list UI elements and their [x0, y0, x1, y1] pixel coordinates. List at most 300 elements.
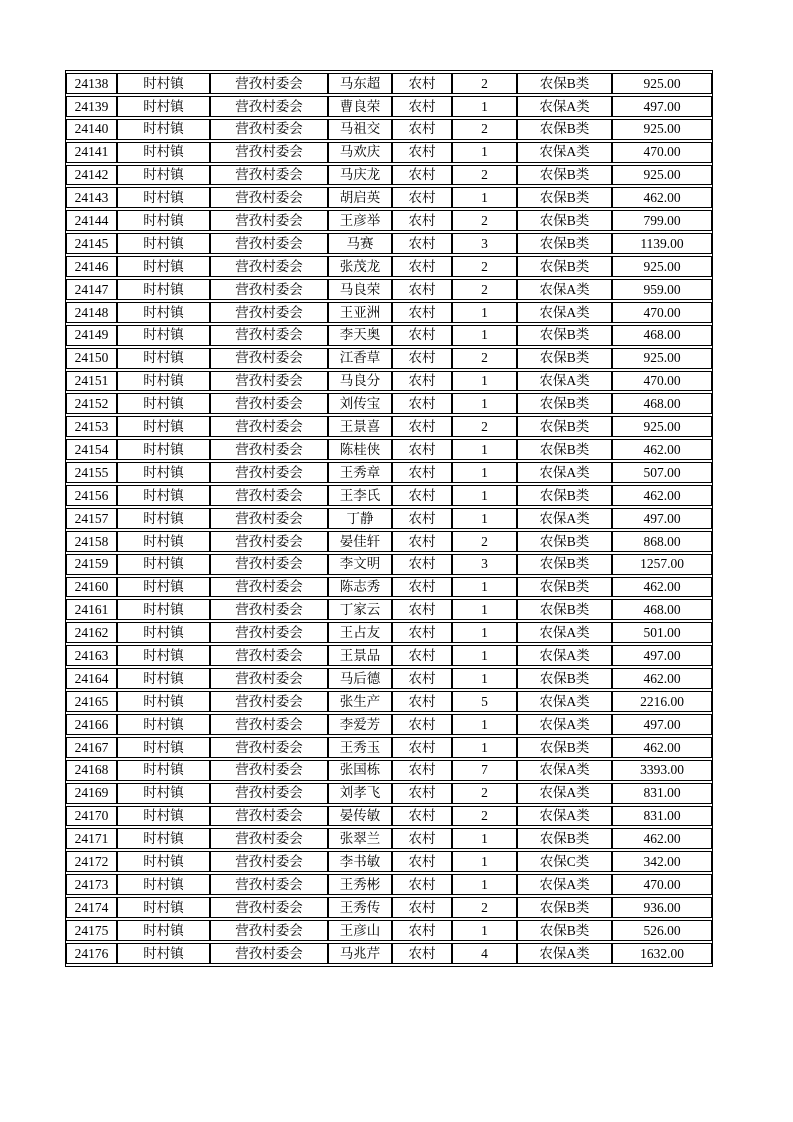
cell-record-id: 24150	[66, 348, 117, 369]
cell-town: 时村镇	[117, 302, 210, 323]
cell-residence-type: 农村	[392, 874, 452, 895]
cell-town: 时村镇	[117, 828, 210, 849]
cell-person-name: 王亚洲	[328, 302, 392, 323]
cell-person-name: 王秀玉	[328, 737, 392, 758]
cell-record-id: 24141	[66, 142, 117, 163]
cell-person-name: 王彦举	[328, 210, 392, 231]
cell-residence-type: 农村	[392, 73, 452, 94]
table-row	[66, 439, 712, 460]
cell-amount: 470.00	[612, 874, 712, 895]
cell-record-id: 24157	[66, 508, 117, 529]
cell-person-name: 李天奥	[328, 325, 392, 346]
cell-residence-type: 农村	[392, 622, 452, 643]
cell-record-id: 24172	[66, 851, 117, 872]
cell-insurance-category: 农保A类	[517, 142, 612, 163]
cell-insurance-category: 农保A类	[517, 462, 612, 483]
cell-record-id: 24161	[66, 599, 117, 620]
cell-town: 时村镇	[117, 920, 210, 941]
table-row	[66, 714, 712, 735]
cell-residence-type: 农村	[392, 599, 452, 620]
cell-village: 营孜村委会	[210, 142, 328, 163]
cell-person-count: 1	[452, 828, 517, 849]
cell-record-id: 24169	[66, 783, 117, 804]
cell-village: 营孜村委会	[210, 256, 328, 277]
cell-record-id: 24167	[66, 737, 117, 758]
cell-person-name: 胡启英	[328, 187, 392, 208]
table-row	[66, 874, 712, 895]
cell-person-count: 1	[452, 485, 517, 506]
cell-insurance-category: 农保C类	[517, 851, 612, 872]
cell-person-count: 7	[452, 760, 517, 781]
cell-record-id: 24170	[66, 806, 117, 827]
cell-residence-type: 农村	[392, 187, 452, 208]
cell-person-count: 1	[452, 714, 517, 735]
cell-village: 营孜村委会	[210, 599, 328, 620]
cell-person-name: 李书敏	[328, 851, 392, 872]
cell-town: 时村镇	[117, 142, 210, 163]
cell-person-name: 张国栋	[328, 760, 392, 781]
cell-town: 时村镇	[117, 897, 210, 918]
cell-person-name: 李爱芳	[328, 714, 392, 735]
table-row	[66, 96, 712, 117]
cell-village: 营孜村委会	[210, 622, 328, 643]
cell-insurance-category: 农保B类	[517, 210, 612, 231]
cell-amount: 497.00	[612, 508, 712, 529]
cell-person-count: 3	[452, 233, 517, 254]
cell-amount: 925.00	[612, 348, 712, 369]
table-row	[66, 622, 712, 643]
cell-village: 营孜村委会	[210, 462, 328, 483]
cell-town: 时村镇	[117, 210, 210, 231]
table-row	[66, 691, 712, 712]
cell-amount: 497.00	[612, 96, 712, 117]
table-row	[66, 760, 712, 781]
cell-residence-type: 农村	[392, 645, 452, 666]
cell-amount: 462.00	[612, 668, 712, 689]
cell-person-name: 马赛	[328, 233, 392, 254]
records-table	[65, 70, 713, 967]
cell-record-id: 24147	[66, 279, 117, 300]
cell-town: 时村镇	[117, 371, 210, 392]
cell-town: 时村镇	[117, 783, 210, 804]
table-row	[66, 73, 712, 94]
cell-person-count: 2	[452, 897, 517, 918]
cell-amount: 831.00	[612, 783, 712, 804]
cell-record-id: 24174	[66, 897, 117, 918]
cell-village: 营孜村委会	[210, 531, 328, 552]
cell-insurance-category: 农保B类	[517, 393, 612, 414]
cell-residence-type: 农村	[392, 554, 452, 575]
cell-person-name: 张生产	[328, 691, 392, 712]
cell-person-name: 刘孝飞	[328, 783, 392, 804]
table-row	[66, 142, 712, 163]
cell-amount: 468.00	[612, 393, 712, 414]
cell-village: 营孜村委会	[210, 577, 328, 598]
cell-town: 时村镇	[117, 279, 210, 300]
cell-record-id: 24162	[66, 622, 117, 643]
cell-village: 营孜村委会	[210, 371, 328, 392]
cell-residence-type: 农村	[392, 577, 452, 598]
cell-amount: 936.00	[612, 897, 712, 918]
cell-person-name: 丁家云	[328, 599, 392, 620]
cell-town: 时村镇	[117, 96, 210, 117]
cell-residence-type: 农村	[392, 279, 452, 300]
cell-village: 营孜村委会	[210, 737, 328, 758]
cell-town: 时村镇	[117, 691, 210, 712]
cell-insurance-category: 农保A类	[517, 806, 612, 827]
cell-village: 营孜村委会	[210, 187, 328, 208]
cell-insurance-category: 农保B类	[517, 119, 612, 140]
cell-insurance-category: 农保B类	[517, 668, 612, 689]
cell-town: 时村镇	[117, 508, 210, 529]
cell-insurance-category: 农保B类	[517, 187, 612, 208]
cell-person-name: 马欢庆	[328, 142, 392, 163]
cell-residence-type: 农村	[392, 714, 452, 735]
cell-insurance-category: 农保B类	[517, 256, 612, 277]
cell-residence-type: 农村	[392, 348, 452, 369]
cell-town: 时村镇	[117, 737, 210, 758]
cell-amount: 342.00	[612, 851, 712, 872]
cell-residence-type: 农村	[392, 165, 452, 186]
cell-town: 时村镇	[117, 599, 210, 620]
cell-residence-type: 农村	[392, 806, 452, 827]
cell-insurance-category: 农保A类	[517, 943, 612, 964]
cell-residence-type: 农村	[392, 371, 452, 392]
cell-town: 时村镇	[117, 806, 210, 827]
cell-insurance-category: 农保B类	[517, 828, 612, 849]
cell-person-name: 马庆龙	[328, 165, 392, 186]
cell-town: 时村镇	[117, 187, 210, 208]
cell-person-count: 1	[452, 393, 517, 414]
cell-person-name: 曹良荣	[328, 96, 392, 117]
cell-record-id: 24155	[66, 462, 117, 483]
cell-person-count: 1	[452, 439, 517, 460]
cell-insurance-category: 农保B类	[517, 165, 612, 186]
cell-village: 营孜村委会	[210, 233, 328, 254]
cell-amount: 799.00	[612, 210, 712, 231]
cell-residence-type: 农村	[392, 233, 452, 254]
cell-town: 时村镇	[117, 645, 210, 666]
cell-residence-type: 农村	[392, 920, 452, 941]
cell-record-id: 24164	[66, 668, 117, 689]
cell-insurance-category: 农保B类	[517, 577, 612, 598]
cell-person-count: 1	[452, 668, 517, 689]
cell-town: 时村镇	[117, 325, 210, 346]
cell-residence-type: 农村	[392, 119, 452, 140]
cell-village: 营孜村委会	[210, 439, 328, 460]
cell-amount: 470.00	[612, 371, 712, 392]
cell-amount: 1632.00	[612, 943, 712, 964]
cell-town: 时村镇	[117, 416, 210, 437]
cell-insurance-category: 农保B类	[517, 599, 612, 620]
cell-insurance-category: 农保B类	[517, 416, 612, 437]
cell-residence-type: 农村	[392, 737, 452, 758]
cell-residence-type: 农村	[392, 508, 452, 529]
table-row	[66, 233, 712, 254]
cell-village: 营孜村委会	[210, 348, 328, 369]
cell-village: 营孜村委会	[210, 119, 328, 140]
cell-residence-type: 农村	[392, 302, 452, 323]
cell-person-count: 2	[452, 210, 517, 231]
cell-insurance-category: 农保A类	[517, 622, 612, 643]
cell-residence-type: 农村	[392, 462, 452, 483]
cell-record-id: 24159	[66, 554, 117, 575]
cell-record-id: 24142	[66, 165, 117, 186]
cell-amount: 468.00	[612, 599, 712, 620]
cell-amount: 468.00	[612, 325, 712, 346]
cell-record-id: 24158	[66, 531, 117, 552]
cell-record-id: 24166	[66, 714, 117, 735]
cell-amount: 501.00	[612, 622, 712, 643]
cell-residence-type: 农村	[392, 531, 452, 552]
cell-person-count: 3	[452, 554, 517, 575]
cell-record-id: 24171	[66, 828, 117, 849]
cell-village: 营孜村委会	[210, 668, 328, 689]
cell-record-id: 24168	[66, 760, 117, 781]
table-row	[66, 508, 712, 529]
cell-town: 时村镇	[117, 943, 210, 964]
cell-insurance-category: 农保A类	[517, 279, 612, 300]
cell-town: 时村镇	[117, 233, 210, 254]
cell-residence-type: 农村	[392, 485, 452, 506]
cell-record-id: 24152	[66, 393, 117, 414]
cell-insurance-category: 农保A类	[517, 302, 612, 323]
cell-amount: 462.00	[612, 737, 712, 758]
cell-residence-type: 农村	[392, 897, 452, 918]
cell-village: 营孜村委会	[210, 325, 328, 346]
cell-town: 时村镇	[117, 165, 210, 186]
cell-village: 营孜村委会	[210, 851, 328, 872]
table-row	[66, 485, 712, 506]
cell-amount: 507.00	[612, 462, 712, 483]
cell-insurance-category: 农保A类	[517, 371, 612, 392]
cell-residence-type: 农村	[392, 142, 452, 163]
cell-village: 营孜村委会	[210, 508, 328, 529]
table-row	[66, 737, 712, 758]
cell-amount: 925.00	[612, 119, 712, 140]
cell-amount: 868.00	[612, 531, 712, 552]
cell-amount: 497.00	[612, 714, 712, 735]
cell-insurance-category: 农保A类	[517, 96, 612, 117]
cell-person-count: 1	[452, 737, 517, 758]
cell-village: 营孜村委会	[210, 920, 328, 941]
cell-record-id: 24156	[66, 485, 117, 506]
cell-amount: 526.00	[612, 920, 712, 941]
cell-town: 时村镇	[117, 577, 210, 598]
cell-village: 营孜村委会	[210, 897, 328, 918]
cell-residence-type: 农村	[392, 668, 452, 689]
cell-insurance-category: 农保A类	[517, 783, 612, 804]
table-row	[66, 599, 712, 620]
cell-person-count: 2	[452, 165, 517, 186]
table-row	[66, 256, 712, 277]
cell-village: 营孜村委会	[210, 96, 328, 117]
cell-town: 时村镇	[117, 851, 210, 872]
cell-village: 营孜村委会	[210, 393, 328, 414]
cell-person-name: 陈志秀	[328, 577, 392, 598]
cell-person-count: 5	[452, 691, 517, 712]
table-row	[66, 325, 712, 346]
cell-town: 时村镇	[117, 874, 210, 895]
cell-amount: 462.00	[612, 828, 712, 849]
cell-insurance-category: 农保B类	[517, 531, 612, 552]
cell-person-count: 2	[452, 256, 517, 277]
cell-record-id: 24145	[66, 233, 117, 254]
cell-insurance-category: 农保B类	[517, 554, 612, 575]
cell-insurance-category: 农保A类	[517, 508, 612, 529]
cell-record-id: 24138	[66, 73, 117, 94]
cell-person-count: 1	[452, 577, 517, 598]
cell-person-name: 马兆芹	[328, 943, 392, 964]
cell-person-name: 王秀传	[328, 897, 392, 918]
cell-record-id: 24165	[66, 691, 117, 712]
cell-person-name: 马后德	[328, 668, 392, 689]
table-row	[66, 645, 712, 666]
cell-person-name: 王占友	[328, 622, 392, 643]
cell-person-name: 刘传宝	[328, 393, 392, 414]
cell-residence-type: 农村	[392, 943, 452, 964]
cell-town: 时村镇	[117, 348, 210, 369]
cell-residence-type: 农村	[392, 393, 452, 414]
cell-amount: 462.00	[612, 187, 712, 208]
table-row	[66, 783, 712, 804]
cell-person-name: 江香草	[328, 348, 392, 369]
cell-person-count: 2	[452, 119, 517, 140]
cell-record-id: 24144	[66, 210, 117, 231]
cell-residence-type: 农村	[392, 691, 452, 712]
table-row	[66, 279, 712, 300]
cell-town: 时村镇	[117, 531, 210, 552]
cell-person-name: 王景品	[328, 645, 392, 666]
cell-amount: 462.00	[612, 577, 712, 598]
table-row	[66, 165, 712, 186]
cell-amount: 2216.00	[612, 691, 712, 712]
cell-record-id: 24160	[66, 577, 117, 598]
cell-person-name: 李文明	[328, 554, 392, 575]
cell-village: 营孜村委会	[210, 302, 328, 323]
cell-insurance-category: 农保A类	[517, 691, 612, 712]
cell-person-name: 王景喜	[328, 416, 392, 437]
cell-insurance-category: 农保B类	[517, 439, 612, 460]
cell-record-id: 24149	[66, 325, 117, 346]
cell-insurance-category: 农保A类	[517, 714, 612, 735]
cell-person-count: 1	[452, 302, 517, 323]
cell-record-id: 24163	[66, 645, 117, 666]
cell-town: 时村镇	[117, 668, 210, 689]
cell-village: 营孜村委会	[210, 554, 328, 575]
cell-town: 时村镇	[117, 760, 210, 781]
records-table-body	[66, 73, 712, 964]
cell-insurance-category: 农保A类	[517, 874, 612, 895]
cell-village: 营孜村委会	[210, 943, 328, 964]
cell-person-count: 2	[452, 783, 517, 804]
cell-person-count: 1	[452, 142, 517, 163]
cell-village: 营孜村委会	[210, 73, 328, 94]
cell-record-id: 24140	[66, 119, 117, 140]
cell-amount: 462.00	[612, 439, 712, 460]
cell-record-id: 24151	[66, 371, 117, 392]
cell-town: 时村镇	[117, 119, 210, 140]
cell-person-name: 张茂龙	[328, 256, 392, 277]
cell-village: 营孜村委会	[210, 485, 328, 506]
cell-amount: 925.00	[612, 73, 712, 94]
cell-amount: 831.00	[612, 806, 712, 827]
cell-person-count: 1	[452, 874, 517, 895]
cell-person-name: 晏传敏	[328, 806, 392, 827]
cell-record-id: 24139	[66, 96, 117, 117]
cell-person-name: 晏佳轩	[328, 531, 392, 552]
cell-village: 营孜村委会	[210, 165, 328, 186]
cell-insurance-category: 农保B类	[517, 737, 612, 758]
cell-village: 营孜村委会	[210, 416, 328, 437]
cell-person-count: 2	[452, 806, 517, 827]
cell-person-count: 1	[452, 371, 517, 392]
table-row	[66, 187, 712, 208]
table-row	[66, 668, 712, 689]
cell-amount: 1139.00	[612, 233, 712, 254]
cell-amount: 1257.00	[612, 554, 712, 575]
table-row	[66, 348, 712, 369]
cell-residence-type: 农村	[392, 96, 452, 117]
table-row	[66, 531, 712, 552]
cell-person-name: 王彦山	[328, 920, 392, 941]
cell-person-name: 王秀章	[328, 462, 392, 483]
table-row	[66, 302, 712, 323]
table-row	[66, 943, 712, 964]
table-row	[66, 119, 712, 140]
cell-person-name: 王秀彬	[328, 874, 392, 895]
cell-person-name: 陈桂侠	[328, 439, 392, 460]
cell-residence-type: 农村	[392, 828, 452, 849]
cell-insurance-category: 农保B类	[517, 485, 612, 506]
cell-person-name: 丁静	[328, 508, 392, 529]
cell-person-count: 1	[452, 622, 517, 643]
cell-village: 营孜村委会	[210, 783, 328, 804]
table-row	[66, 554, 712, 575]
cell-person-name: 马良荣	[328, 279, 392, 300]
cell-town: 时村镇	[117, 554, 210, 575]
cell-person-count: 1	[452, 187, 517, 208]
table-row	[66, 577, 712, 598]
cell-insurance-category: 农保B类	[517, 73, 612, 94]
cell-person-count: 1	[452, 645, 517, 666]
cell-record-id: 24153	[66, 416, 117, 437]
cell-person-count: 2	[452, 531, 517, 552]
table-row	[66, 210, 712, 231]
cell-record-id: 24176	[66, 943, 117, 964]
cell-insurance-category: 农保B类	[517, 233, 612, 254]
cell-person-name: 王李氏	[328, 485, 392, 506]
cell-town: 时村镇	[117, 462, 210, 483]
table-row	[66, 851, 712, 872]
cell-residence-type: 农村	[392, 439, 452, 460]
cell-village: 营孜村委会	[210, 760, 328, 781]
cell-record-id: 24175	[66, 920, 117, 941]
cell-person-count: 2	[452, 416, 517, 437]
cell-amount: 470.00	[612, 142, 712, 163]
cell-amount: 462.00	[612, 485, 712, 506]
table-row	[66, 920, 712, 941]
cell-residence-type: 农村	[392, 851, 452, 872]
cell-insurance-category: 农保A类	[517, 645, 612, 666]
cell-village: 营孜村委会	[210, 279, 328, 300]
cell-record-id: 24148	[66, 302, 117, 323]
cell-village: 营孜村委会	[210, 874, 328, 895]
table-row	[66, 371, 712, 392]
cell-village: 营孜村委会	[210, 691, 328, 712]
table-row	[66, 806, 712, 827]
cell-person-name: 马良分	[328, 371, 392, 392]
